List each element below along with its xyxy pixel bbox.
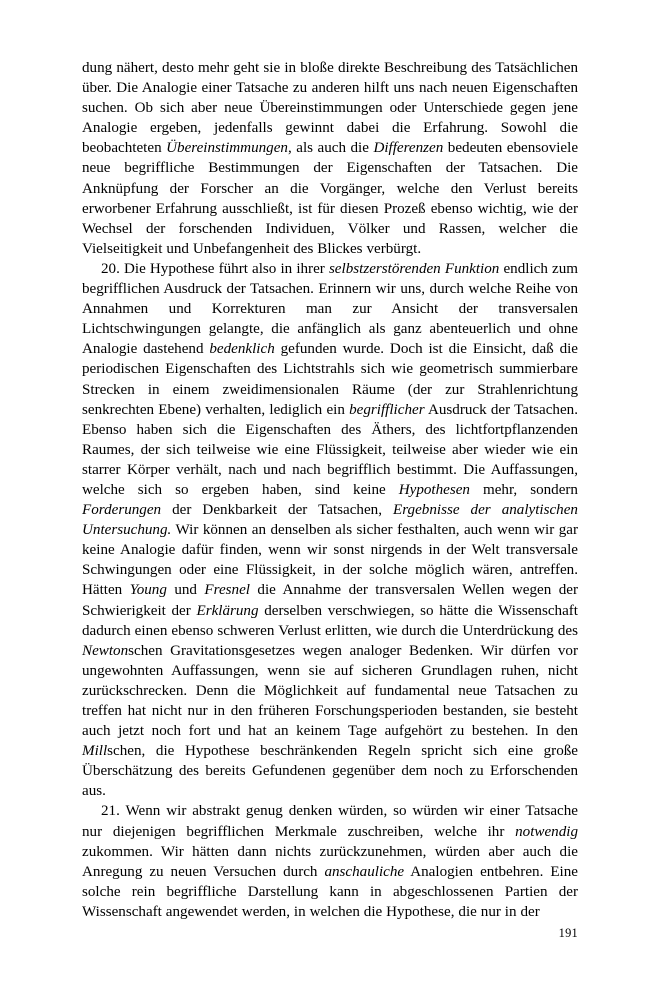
body-text: und [166,582,205,599]
emphasis-text: selbstzerstörenden Funktion [328,260,500,277]
body-text: 21. Wenn wir abstrakt genug denken würden, so würden wir einer Tatsache nur diejenigen begrifflichen Merkmale zuschreiben, welche ihr [82,803,578,840]
emphasis-text: bedenklich [209,341,275,358]
paragraph [82,58,578,259]
body-text: derselben verschwiegen, so hätte die Wissenschaft dadurch einen ebenso schweren Verlust erlitten, wie durch die Unterdrückung des [82,602,578,639]
body-text: Wir können an denselben als sicher festhalten, auch wenn wir gar keine Analogie dafür finden, wenn wir sonst nirgends in der Welt transversale Schwingungen oder eine Flüssigkeit, in der solche möglich wären, antreffen. Hätten [82,522,578,599]
emphasis-text: notwendig [515,823,578,840]
emphasis-text: begrifflicher [349,401,425,418]
body-text: Ausdruck der Tatsachen. Ebenso haben sich die Eigenschaften des Äthers, des lichtfortpflanzenden Raumes, der sich teilweise wie eine Flüssigkeit, teilweise aber wieder wie ein starrer Körper verhält, nach und nach begrifflich bestimmt. Die Auffassungen, welche sich so ergeben haben, sind keine [82,401,578,498]
body-text: mehr, sondern [469,481,578,498]
body-text: , als auch die [287,140,374,157]
emphasis-text: Fresnel [204,582,250,599]
emphasis-text: Ergebnisse der analytischen Untersuchung. [82,502,578,539]
body-text: Analogien entbehren. Eine solche rein begriffliche Darstellung kann in abgeschlossenen Partien der Wissenschaft angewendet werden, in welchen die Hypothese, die nur in der [82,863,578,920]
emphasis-text: Erklärung [196,602,259,619]
paragraph [82,259,578,802]
emphasis-text: Hypothesen [398,481,470,498]
body-text: dung nähert, desto mehr geht sie in bloße direkte Beschreibung des Tatsächlichen über. Die Analogie einer Tatsache zu anderen hilft uns nach neuen Eigenschaften suchen. Ob sich aber neue Übereinstimmungen oder Unterschiede gegen jene Analogie ergeben, jedenfalls gewinnt dabei die Erfahrung. Sowohl die beobachteten [82,60,578,157]
body-text: bedeuten ebensoviele neue begriffliche Bestimmungen der Eigenschaften der Tatsachen. Die Anknüpfung der Forscher an die Vorgänger, welche den Verlust bereits erworbener Erfahrung ausschließt, ist für diesen Prozeß ebenso wichtig, wie der Wechsel der forschenden Individuen, Völker und Rassen, welcher die Vielseitigkeit und Unbefangenheit des Blickes verbürgt. [82,140,579,257]
body-text: 20. Die Hypothese führt also in ihrer [101,260,329,277]
body-text: endlich zum begrifflichen Ausdruck der Tatsachen. Erinnern wir uns, durch welche Reihe von Annahmen und Korrekturen man zur Ansicht der transversalen Lichtschwingungen gelangte, die anfänglich als ganz abenteuerlich und ohne Analogie dastehend [82,260,579,358]
page-text-block [82,58,578,922]
emphasis-text: Forderungen [82,502,162,519]
emphasis-text: anschauliche [324,863,405,880]
body-text: schen, die Hypothese beschränkenden Regeln spricht sich eine große Überschätzung des bereits Gefundenen gegenüber dem noch zu Erforschenden aus. [82,743,578,800]
body-text: schen Gravitationsgesetzes wegen analoger Bedenken. Wir dürfen vor ungewohnten Auffassungen, wenn sie auf sicheren Grundlagen ruhen, nicht zurückschrecken. Denn die Möglichkeit auf fundamental neue Tatsachen zu treffen hat nicht nur in den früheren Forschungsperioden bestanden, sie besteht auch jetzt noch fort und hat an keinem Tage aufgehört zu bestehen. In den [82,642,578,740]
body-text: die Annahme der transversalen Wellen wegen der Schwierigkeit der [82,582,578,619]
emphasis-text: Übereinstimmungen [166,140,288,157]
body-text: zukommen. Wir hätten dann nichts zurückzunehmen, würden aber auch die Anregung zu neuen Versuchen durch [82,843,578,880]
emphasis-text: Newton [82,642,129,659]
emphasis-text: Young [129,582,167,599]
body-text: gefunden wurde. Doch ist die Einsicht, daß die periodischen Eigenschaften des Lichtstrahls sich wie geometrisch summierbare Strecken in einem zweidimensionalen Räume (der zur Strahlenrichtung senkrechten Ebene) verhalten, lediglich ein [82,341,579,418]
paragraph [82,801,578,922]
emphasis-text: Mill [82,743,108,760]
body-text: der Denkbarkeit der Tatsachen, [161,502,393,519]
page-number: 191 [558,926,578,940]
emphasis-text: Differenzen [373,140,444,157]
